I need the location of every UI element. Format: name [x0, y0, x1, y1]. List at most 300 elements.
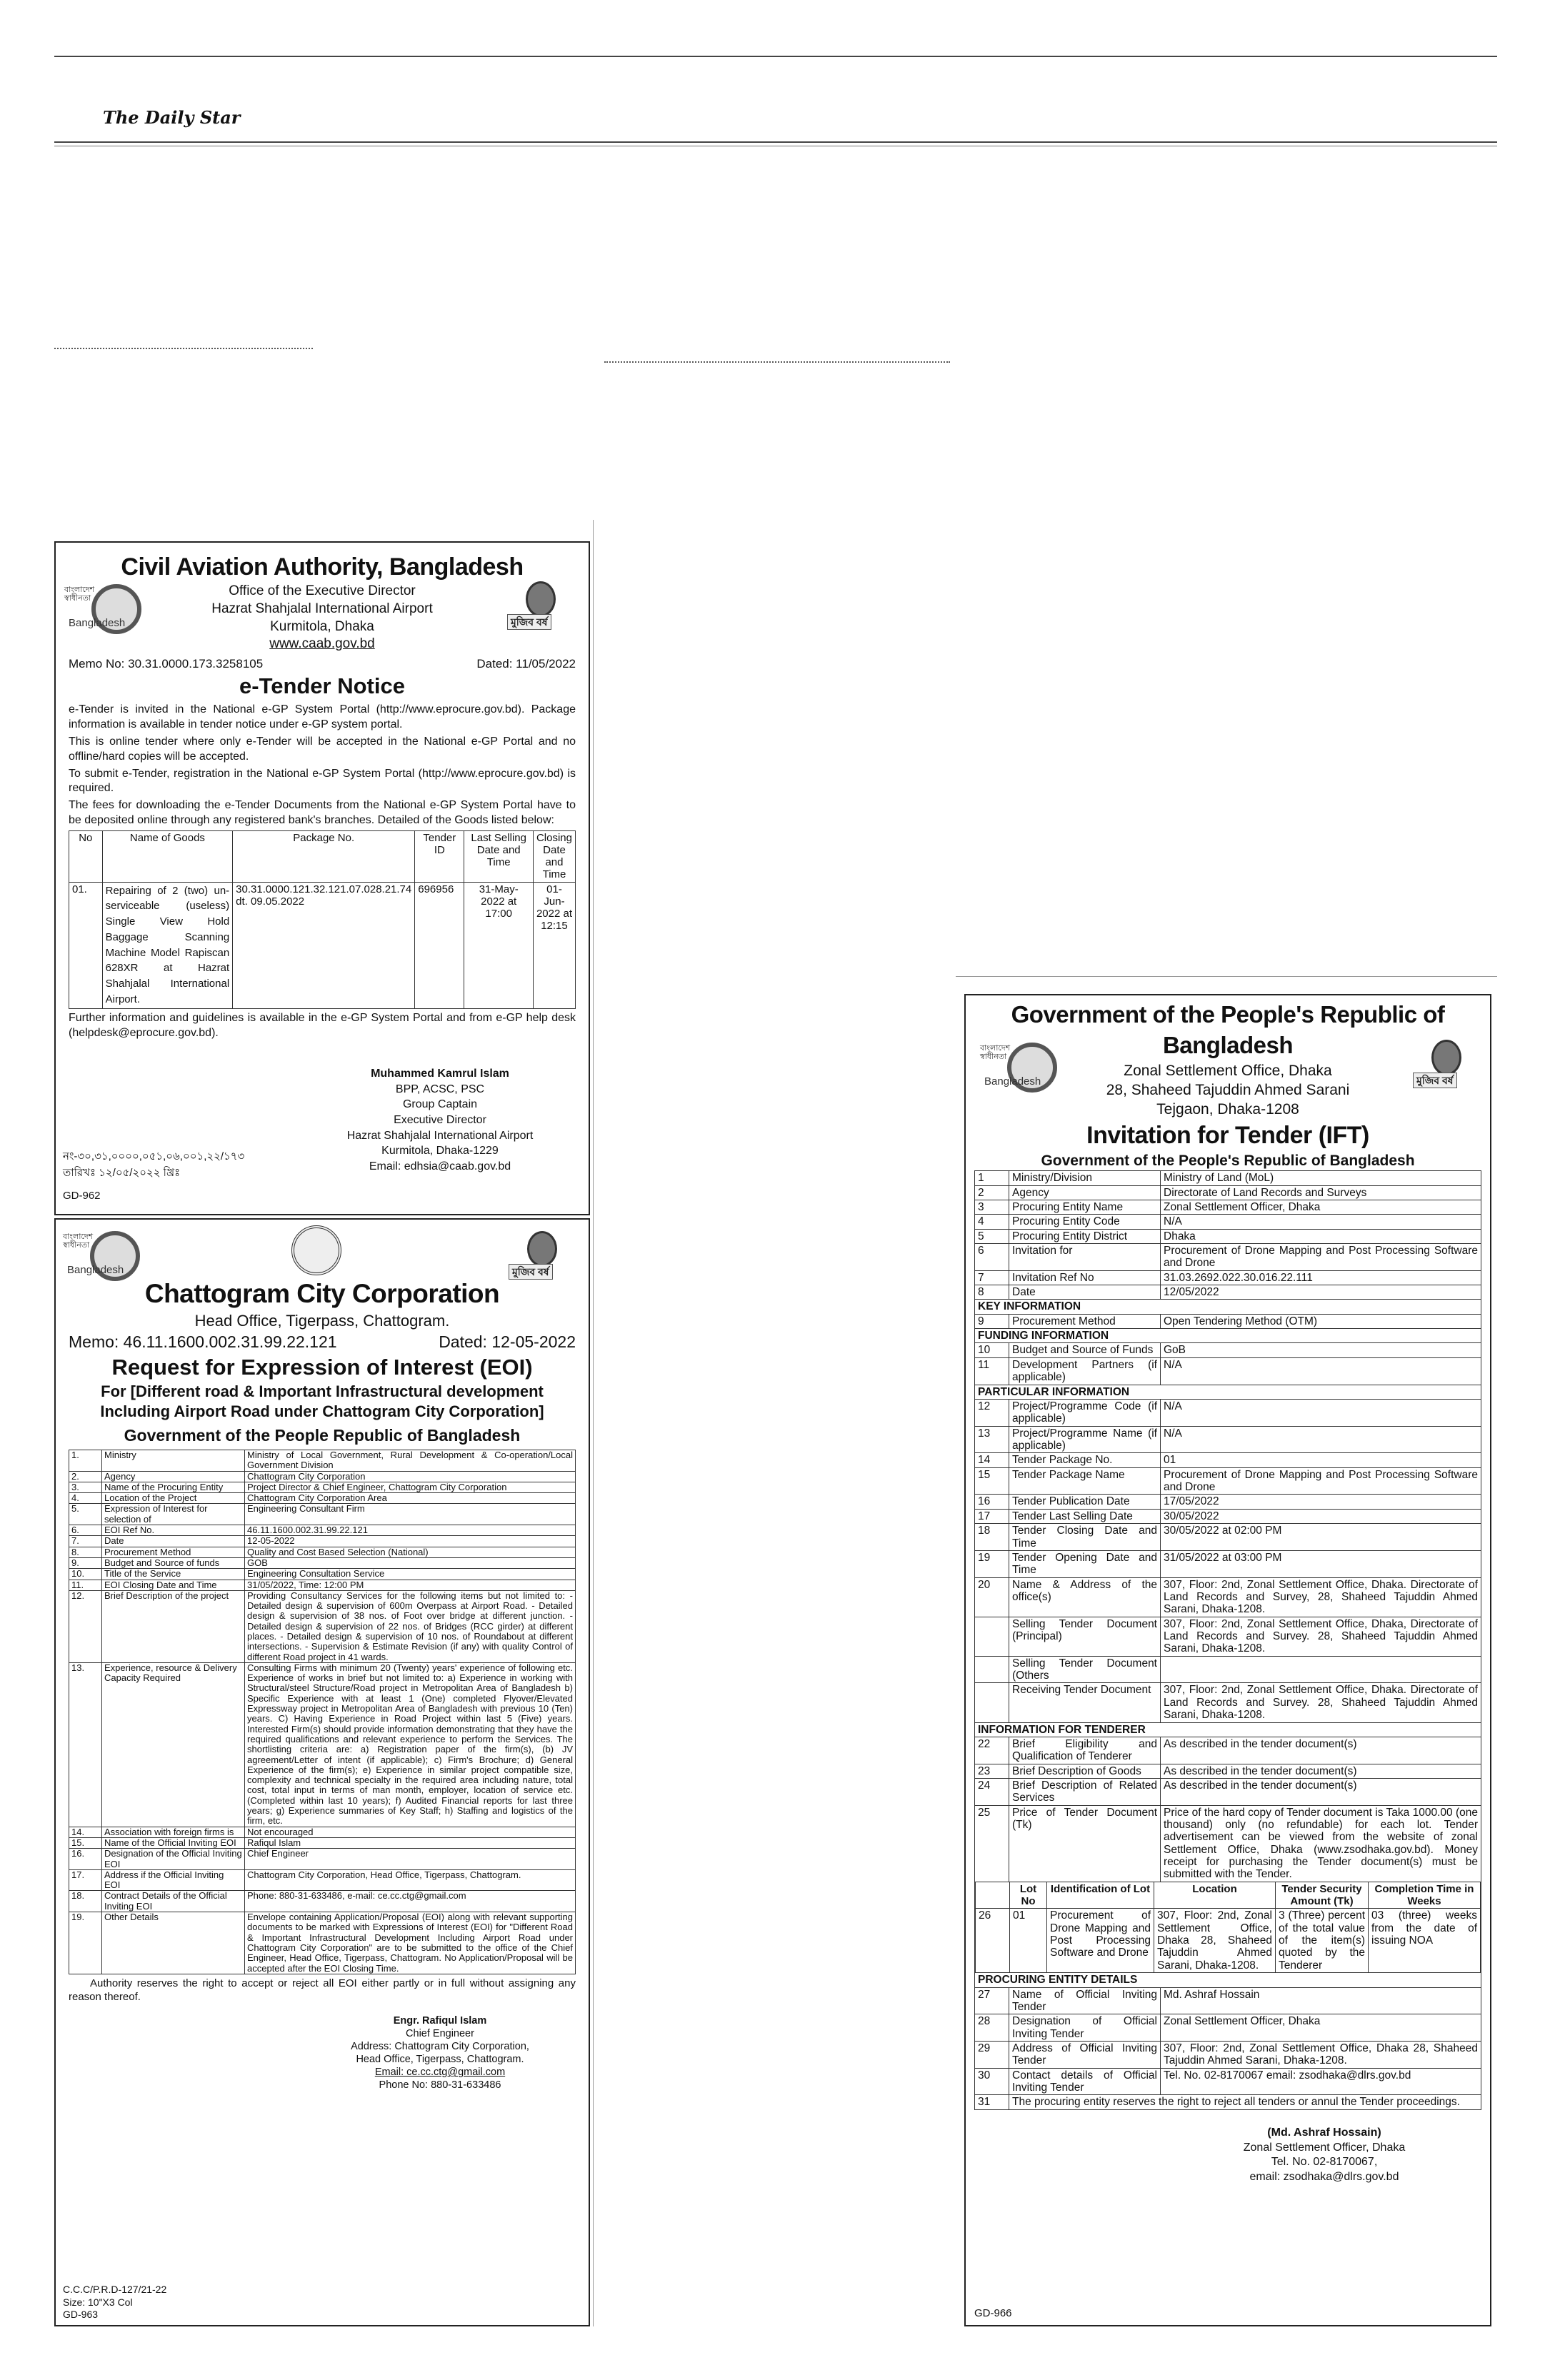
- cell-no: 1.: [69, 1450, 102, 1471]
- cell-last-selling: 31-May-2022 at 17:00: [464, 882, 534, 1008]
- table-row: [69, 1827, 576, 1837]
- cell-label: Tender Publication Date: [1009, 1495, 1161, 1509]
- table-row: [975, 1805, 1481, 1882]
- gov-notice-title: Invitation for Tender (IFT): [1086, 1121, 1369, 1149]
- cell-value: Chattogram City Corporation, Head Office, Tigerpass, Chattogram.: [245, 1869, 576, 1891]
- table-row: [976, 1909, 1481, 1972]
- col-package: Package No.: [233, 830, 415, 882]
- cell-no: 9: [975, 1314, 1009, 1328]
- cell-label: Brief Eligibility and Qualification of Tenderer: [1009, 1737, 1161, 1764]
- caab-place: Kurmitola, Dhaka: [270, 618, 374, 634]
- ccc-gov-line: Government of the People Republic of Bangladesh: [124, 1426, 521, 1445]
- lot-cell: 01: [1010, 1909, 1047, 1972]
- signer-email: email: zsodhaka@dlrs.gov.bd: [1249, 2171, 1399, 2184]
- ccc-title: Chattogram City Corporation: [144, 1279, 500, 1308]
- cell-label: Ministry: [102, 1450, 245, 1471]
- cell-value: As described in the tender document(s): [1161, 1764, 1481, 1778]
- cell-value: 12/05/2022: [1161, 1285, 1481, 1300]
- table-row: [69, 1504, 576, 1525]
- caab-airport: Hazrat Shahjalal International Airport: [211, 601, 433, 616]
- cell-value: [1161, 1656, 1481, 1683]
- cell-no: 18: [975, 1524, 1009, 1551]
- section-particular-information-label: PARTICULAR INFORMATION: [975, 1385, 1481, 1399]
- table-row: [975, 1617, 1481, 1656]
- portrait-caption: মুজিব বর্ষ: [507, 614, 551, 630]
- ccc-signer-name: Engr. Rafiqul Islam: [393, 2014, 487, 2027]
- cell-label: Project/Programme Name (if applicable): [1009, 1426, 1161, 1453]
- table-row: [975, 1215, 1481, 1229]
- cell-no: 17.: [69, 1869, 102, 1891]
- cell-no: 10.: [69, 1569, 102, 1580]
- masthead-logo: The Daily Star: [103, 107, 241, 128]
- ccc-notice-title: Request for Expression of Interest (EOI): [111, 1354, 533, 1380]
- cell-no: 22: [975, 1737, 1009, 1764]
- table-row: [975, 1778, 1481, 1805]
- cell-label: Procurement Method: [1009, 1314, 1161, 1328]
- logo-label: Bangladesh: [67, 1264, 124, 1276]
- cell-value: GOB: [245, 1557, 576, 1568]
- cell-label: Procurement Method: [102, 1547, 245, 1557]
- cell-value: Envelope containing Application/Proposal (EOI) along with relevant supporting documents to be marked with Expressions of Interest (EOI) for "Different Road & Important Infrastructural Development Including Airport Road under Chattogram City Corporation" are to be submitted to the office of the Chief Engineer, Head Office, Tigerpass, Chattogram. No Application/Proposal will be accepted after the EOI Closing Time.: [245, 1912, 576, 1974]
- table-row: [975, 2014, 1481, 2042]
- cell-label: Ministry/Division: [1009, 1171, 1161, 1185]
- cell-no: 5: [975, 1229, 1009, 1243]
- cell-label: Name & Address of the office(s): [1009, 1577, 1161, 1617]
- cell-label: Tender Package Name: [1009, 1467, 1161, 1495]
- table-row: [69, 1569, 576, 1580]
- table-row: [975, 1764, 1481, 1778]
- cell-value: Open Tendering Method (OTM): [1161, 1314, 1481, 1328]
- gov-subtitle: Government of the People's Republic of Bangladesh: [1041, 1152, 1415, 1169]
- table-row: [975, 2068, 1481, 2095]
- table-row: [975, 1185, 1481, 1200]
- gov-signer-name: (Md. Ashraf Hossain): [1267, 2126, 1381, 2139]
- cell-no: 3: [975, 1200, 1009, 1214]
- table-row: [69, 1590, 576, 1662]
- table-row: [69, 1471, 576, 1482]
- table-row: [69, 1891, 576, 1912]
- cell-value: 307, Floor: 2nd, Zonal Settlement Office, Dhaka, Directorate of Land Records and Survey. 28, Shaheed Tajuddin Ahmed Sarani, Dhaka-1208.: [1161, 1617, 1481, 1656]
- table-row: [975, 1357, 1481, 1385]
- lot-cell: 307, Floor: 2nd, Zonal Settlement Office, Dhaka 28, Shaheed Tajuddin Ahmed Sarani, Dhaka-1208.: [1154, 1909, 1276, 1972]
- ccc-eoi-notice: [54, 1218, 590, 2326]
- table-row: [975, 1495, 1481, 1509]
- cell-label: Procuring Entity District: [1009, 1229, 1161, 1243]
- cell-label: Name of Official Inviting Tender: [1009, 1987, 1161, 2014]
- table-row: [69, 1536, 576, 1547]
- logo-text: বাংলাদেশ স্বাধীনতা: [63, 1232, 94, 1250]
- table-row: [975, 1229, 1481, 1243]
- cell-value: 30/05/2022 at 02:00 PM: [1161, 1524, 1481, 1551]
- caab-further-info: Further information and guidelines is available in the e-GP System Portal and from e-GP help desk (helpdesk@eprocure.gov.bd).: [69, 1011, 576, 1039]
- cell-value: Ministry of Local Government, Rural Development & Co-operation/Local Government Division: [245, 1450, 576, 1471]
- table-row: [975, 1509, 1481, 1523]
- caab-bn-date: তারিখঃ ১২/০৫/২০২২ খ্রিঃ: [63, 1167, 181, 1179]
- caab-dated: Dated: 11/05/2022: [476, 656, 576, 671]
- cell-no: 28: [975, 2014, 1009, 2042]
- cell-value: 31.03.2692.022.30.016.22.111: [1161, 1270, 1481, 1285]
- lot-header: Lot No: [1010, 1882, 1047, 1909]
- mujib-portrait-icon: [506, 1228, 574, 1289]
- cell-no: 12: [975, 1399, 1009, 1426]
- cell-value: 30/05/2022: [1161, 1509, 1481, 1523]
- table-row: [975, 1453, 1481, 1467]
- table-row: [975, 1577, 1481, 1617]
- cell-no: 7: [975, 1270, 1009, 1285]
- cell-no: 5.: [69, 1504, 102, 1525]
- table-row: [975, 1550, 1481, 1577]
- cell-value: Zonal Settlement Officer, Dhaka: [1161, 2014, 1481, 2042]
- cell-no: 13: [975, 1426, 1009, 1453]
- signer-line: Chief Engineer: [406, 2027, 474, 2039]
- caab-tender-notice: [54, 541, 590, 1215]
- cell-no: 13.: [69, 1662, 102, 1827]
- cell-value: 307, Floor: 2nd, Zonal Settlement Office, Dhaka 28, Shaheed Tajuddin Ahmed Sarani, Dhaka-1208.: [1161, 2041, 1481, 2068]
- table-row: [975, 1399, 1481, 1426]
- cell-label: Brief Description of Related Services: [1009, 1778, 1161, 1805]
- cell-no: [975, 1683, 1009, 1722]
- cell-label: Brief Description of Goods: [1009, 1764, 1161, 1778]
- cell-package: 30.31.0000.121.32.121.07.028.21.74 dt. 09.05.2022: [233, 882, 415, 1008]
- caab-office: Office of the Executive Director: [229, 583, 416, 599]
- table-row: [975, 1200, 1481, 1214]
- cell-value: Providing Consultancy Services for the following items but not limited to: - Detailed design & supervision of 600m Overpass at Airport Road. - Detailed design & supervision of 38 nos. of Foot over bridge at different junction. -Detailed design & supervision of 22 nos. of Bridges (RCC girder) at different places. - Detailed design & supervision of 10 nos. of Roundabout at different intersections. - Supervision & Estimate Revision (if any) with quality Control of different Road project in 41 wards.: [245, 1590, 576, 1662]
- table-row: [975, 1426, 1481, 1453]
- ccc-memo: Memo: 46.11.1600.002.31.99.22.121: [69, 1332, 337, 1351]
- cell-no: 8.: [69, 1547, 102, 1557]
- cell-value: 01: [1161, 1453, 1481, 1467]
- cell-label: Location of the Project: [102, 1493, 245, 1504]
- ccc-eoi-table: [69, 1450, 576, 1974]
- col-tender-id: Tender ID: [415, 830, 464, 882]
- cell-value: Price of the hard copy of Tender document is Taka 1000.00 (one thousand) only (no refundable) for each lot. Tender advertisement can be viewed from the website of zonal Settlement Office, Dhaka (www.zsodhaka.gov.bd). Money receipt for purchasing the Tender document(s) must be submitted with the Tender.: [1161, 1805, 1481, 1882]
- cell-blank: [976, 1882, 1010, 1909]
- table-row: [69, 1869, 576, 1891]
- cell-value: 307, Floor: 2nd, Zonal Settlement Office, Dhaka. Directorate of Land Records and Survey. 28, Shaheed Tajuddin Ahmed Sarani, Dhaka-1208.: [1161, 1683, 1481, 1722]
- table-row: [975, 1467, 1481, 1495]
- signer-line: Executive Director: [394, 1114, 486, 1127]
- cell-no: 27: [975, 1987, 1009, 2014]
- cell-value: 307, Floor: 2nd, Zonal Settlement Office, Dhaka. Directorate of Land Records and Survey, 28, Shaheed Tajuddin Ahmed Sarani, Dhaka-1208.: [1161, 1577, 1481, 1617]
- caab-goods-table: [69, 830, 576, 1009]
- cell-label: Name of the Official Inviting EOI: [102, 1837, 245, 1848]
- cell-no: 10: [975, 1343, 1009, 1357]
- lot-cell: 26: [976, 1909, 1010, 1972]
- bangladesh-50-logo: [64, 577, 150, 645]
- signer-line: Head Office, Tigerpass, Chattogram.: [356, 2054, 524, 2066]
- right-ad-rule: [956, 976, 1497, 977]
- caab-memo: Memo No: 30.31.0000.173.3258105: [69, 656, 264, 671]
- cell-no: 14: [975, 1453, 1009, 1467]
- table-row: [69, 1580, 576, 1590]
- gov-ift-table: [974, 1170, 1481, 2110]
- gov-ift-notice: [964, 994, 1491, 2326]
- ccc-size: Size: 10"X3 Col: [63, 2296, 133, 2308]
- lot-header: Tender Security Amount (Tk): [1276, 1882, 1369, 1909]
- section-key-information: [975, 1300, 1481, 1314]
- section-funding-information: [975, 1329, 1481, 1343]
- cell-no: 2.: [69, 1471, 102, 1482]
- cell-no: 8: [975, 1285, 1009, 1300]
- cell-label: Expression of Interest for selection of: [102, 1504, 245, 1525]
- signer-line: Zonal Settlement Officer, Dhaka: [1243, 2141, 1406, 2154]
- cell-value: Rafiqul Islam: [245, 1837, 576, 1848]
- cell-value: Procurement of Drone Mapping and Post Processing Software and Drone: [1161, 1243, 1481, 1270]
- gov-title: Government of the People's Republic of Bangladesh: [1011, 1001, 1445, 1058]
- ccc-office: Head Office, Tigerpass, Chattogram.: [194, 1312, 450, 1330]
- cell-label: Invitation for: [1009, 1243, 1161, 1270]
- gov-address-1: 28, Shaheed Tajuddin Ahmed Sarani: [1106, 1082, 1350, 1099]
- cell-value: N/A: [1161, 1399, 1481, 1426]
- cell-no: 6.: [69, 1525, 102, 1536]
- table-row: [975, 2041, 1481, 2068]
- section-particular-information: [975, 1385, 1481, 1399]
- cell-value: Procurement of Drone Mapping and Post Processing Software and Drone: [1161, 1467, 1481, 1495]
- cell-label: Brief Description of the project: [102, 1590, 245, 1662]
- signer-line: Hazrat Shahjalal International Airport: [346, 1129, 534, 1142]
- signer-line: BPP, ACSC, PSC: [395, 1083, 485, 1095]
- caab-gd-code: GD-962: [63, 1190, 101, 1202]
- cell-label: Budget and Source of Funds: [1009, 1343, 1161, 1357]
- cell-label: Name of the Procuring Entity: [102, 1482, 245, 1492]
- logo-text: বাংলাদেশ স্বাধীনতা: [980, 1044, 1011, 1062]
- cell-no: 6: [975, 1243, 1009, 1270]
- cell-value: The procuring entity reserves the right to reject all tenders or annul the Tender proceedings.: [1009, 2095, 1481, 2109]
- ccc-gd-code: GD-963: [63, 2309, 99, 2320]
- cell-no: 11.: [69, 1580, 102, 1590]
- table-row: [69, 882, 576, 1008]
- table-row: [975, 1243, 1481, 1270]
- cell-label: Development Partners (if applicable): [1009, 1357, 1161, 1385]
- cell-value: 31/05/2022 at 03:00 PM: [1161, 1550, 1481, 1577]
- cell-label: Tender Closing Date and Time: [1009, 1524, 1161, 1551]
- cell-label: Association with foreign firms is: [102, 1827, 245, 1837]
- cell-value: Quality and Cost Based Selection (National): [245, 1547, 576, 1557]
- cell-value: Chattogram City Corporation: [245, 1471, 576, 1482]
- cell-no: 20: [975, 1577, 1009, 1617]
- cell-no: 3.: [69, 1482, 102, 1492]
- lot-header: Identification of Lot: [1047, 1882, 1154, 1909]
- ccc-pr-code: C.C.C/P.R.D-127/21-22: [63, 2284, 167, 2295]
- cell-label: EOI Ref No.: [102, 1525, 245, 1536]
- cell-no: 01.: [69, 882, 103, 1008]
- cell-no: 23: [975, 1764, 1009, 1778]
- cell-value: Engineering Consultant Firm: [245, 1504, 576, 1525]
- cell-value: Chief Engineer: [245, 1849, 576, 1870]
- cell-value: 17/05/2022: [1161, 1495, 1481, 1509]
- cell-label: Date: [1009, 1285, 1161, 1300]
- caab-title: Civil Aviation Authority, Bangladesh: [121, 553, 524, 581]
- cell-no: 7.: [69, 1536, 102, 1547]
- table-row: [975, 2095, 1481, 2109]
- cell-value: Tel. No. 02-8170067 email: zsodhaka@dlrs.gov.bd: [1161, 2068, 1481, 2095]
- cell-value: Consulting Firms with minimum 20 (Twenty) years' experience of following etc. Experience of works in brief but not limited to: a) Experience in working with Structural/steel Structure/Road project in Metropolitan Area of Bangladesh b) Specific Experience with at least 1 (One) completed Flyover/Elevated Expressway project in Metropolitan Area of Bangladesh with previous 10 (Ten) years. C) Having Experience in Road Project within last 5 (Five) years. Interested Firm(s) should provide information demonstrating that they have the required qualifications and relevant experience to perform the Services. The shortlisting criteria are: a) Registration paper of the firm(s), (b) JV agreement/Letter of intent (if applicable); c) Firm's Brochure; d) General Experience of the firm(s); e) Experience in similar project compatible size, complexity and technical specialty in the required area including nature, total cost, total input in terms of man month, employer, location of service etc. (Completed within last 10 years); f) Audited Financial reports for last three years; g) Experience summaries of Key Staff; h) Staffing and logistics of the firm, etc.: [245, 1662, 576, 1827]
- signer-phone: Tel. No. 02-8170067,: [1271, 2156, 1378, 2169]
- table-row: [975, 1656, 1481, 1683]
- cell-value: GoB: [1161, 1343, 1481, 1357]
- caab-para-4: The fees for downloading the e-Tender Documents from the National e-GP System Portal have to be deposited online through any registered bank's branches. Detailed of the Goods listed below:: [69, 799, 576, 826]
- header-rule: [54, 141, 1497, 143]
- cell-value: As described in the tender document(s): [1161, 1778, 1481, 1805]
- caab-para-2: This is online tender where only e-Tender will be accepted in the National e-GP Portal and no offline/hard copies will be accepted.: [69, 735, 576, 763]
- mujib-portrait-icon: [504, 578, 572, 639]
- section-procuring-entity-details-label: PROCURING ENTITY DETAILS: [975, 1973, 1481, 1987]
- cell-label: Experience, resource & Delivery Capacity Required: [102, 1662, 245, 1827]
- top-rule: [54, 56, 1497, 57]
- dotted-divider-middle: [604, 361, 950, 363]
- cell-value: N/A: [1161, 1426, 1481, 1453]
- cell-no: 2: [975, 1185, 1009, 1200]
- portrait-caption: মুজিব বর্ষ: [509, 1264, 553, 1280]
- cell-no: 4.: [69, 1493, 102, 1504]
- table-row: [975, 1270, 1481, 1285]
- bangladesh-50-logo: [63, 1224, 149, 1292]
- table-row: [975, 1171, 1481, 1185]
- cell-value: Zonal Settlement Officer, Dhaka: [1161, 1200, 1481, 1214]
- column-rule: [593, 520, 594, 2326]
- lot-table: [975, 1882, 1481, 1972]
- cell-no: [975, 1617, 1009, 1656]
- cell-value: Md. Ashraf Hossain: [1161, 1987, 1481, 2014]
- col-closing: Closing Date and Time: [533, 830, 575, 882]
- cell-label: Contract Details of the Official Inviting EOI: [102, 1891, 245, 1912]
- cell-value: Engineering Consultation Service: [245, 1569, 576, 1580]
- cell-no: 9.: [69, 1557, 102, 1568]
- cell-label: Designation of Official Inviting Tender: [1009, 2014, 1161, 2042]
- table-row: [69, 1547, 576, 1557]
- table-row: [975, 1524, 1481, 1551]
- section-information-for-tenderer-label: INFORMATION FOR TENDERER: [975, 1722, 1481, 1737]
- portrait-caption: মুজিব বর্ষ: [1413, 1073, 1457, 1088]
- dotted-divider-left: [54, 348, 313, 349]
- table-row: [975, 1343, 1481, 1357]
- cell-no: 1: [975, 1171, 1009, 1185]
- cell-label: Receiving Tender Document: [1009, 1683, 1161, 1722]
- cell-no: 15: [975, 1467, 1009, 1495]
- cell-goods: Repairing of 2 (two) un-serviceable (useless) Single View Hold Baggage Scanning Machine Model Rapiscan 628XR at Hazrat Shahjalal International Airport.: [102, 882, 233, 1008]
- cell-label: Agency: [102, 1471, 245, 1482]
- cell-label: Procuring Entity Name: [1009, 1200, 1161, 1214]
- cell-label: Title of the Service: [102, 1569, 245, 1580]
- table-row: [975, 1987, 1481, 2014]
- cell-value: Not encouraged: [245, 1827, 576, 1837]
- cell-label: Tender Opening Date and Time: [1009, 1550, 1161, 1577]
- cell-no: 19.: [69, 1912, 102, 1974]
- cell-tender-id: 696956: [415, 882, 464, 1008]
- cell-label: Date: [102, 1536, 245, 1547]
- lot-table-row: [975, 1882, 1481, 1972]
- cell-no: 19: [975, 1550, 1009, 1577]
- cell-label: Procuring Entity Code: [1009, 1215, 1161, 1229]
- table-row: [975, 1314, 1481, 1328]
- cell-no: [975, 1656, 1009, 1683]
- cell-no: 18.: [69, 1891, 102, 1912]
- cell-value: 46.11.1600.002.31.99.22.121: [245, 1525, 576, 1536]
- cell-label: Address if the Official Inviting EOI: [102, 1869, 245, 1891]
- table-row: [69, 1662, 576, 1827]
- cell-value: Ministry of Land (MoL): [1161, 1171, 1481, 1185]
- section-procuring-entity-details: [975, 1973, 1481, 1987]
- signer-line: Group Captain: [402, 1098, 478, 1111]
- table-row: [975, 1737, 1481, 1764]
- signer-email[interactable]: Email: ce.cc.ctg@gmail.com: [374, 2067, 506, 2079]
- cell-label: Budget and Source of funds: [102, 1557, 245, 1568]
- caab-web-link[interactable]: www.caab.gov.bd: [269, 636, 375, 652]
- cell-no: 12.: [69, 1590, 102, 1662]
- signer-line: Address: Chattogram City Corporation,: [351, 2041, 529, 2053]
- cell-no: 16: [975, 1495, 1009, 1509]
- cell-closing: 01-Jun-2022 at 12:15: [533, 882, 575, 1008]
- logo-label: Bangladesh: [69, 617, 126, 629]
- table-row: [975, 1683, 1481, 1722]
- cell-label: Project/Programme Code (if applicable): [1009, 1399, 1161, 1426]
- table-row: [69, 1450, 576, 1471]
- ccc-dated: Dated: 12-05-2022: [439, 1332, 576, 1351]
- lot-cell: 03 (three) weeks from the date of issuing NOA: [1369, 1909, 1481, 1972]
- caab-para-3: To submit e-Tender, registration in the National e-GP System Portal (http://www.eprocure.gov.bd) is required.: [69, 767, 576, 795]
- caab-signer-name: Muhammed Kamrul Islam: [371, 1068, 509, 1080]
- cell-value: 31/05/2022, Time: 12:00 PM: [245, 1580, 576, 1590]
- cell-value: Phone: 880-31-633486, e-mail: ce.cc.ctg@gmail.com: [245, 1891, 576, 1912]
- cell-no: 25: [975, 1805, 1009, 1882]
- cell-value: Chattogram City Corporation Area: [245, 1493, 576, 1504]
- cell-label: Agency: [1009, 1185, 1161, 1200]
- cell-label: Invitation Ref No: [1009, 1270, 1161, 1285]
- ccc-authority-note: Authority reserves the right to accept or reject all EOI either partly or in full without assigning any reason thereof.: [69, 1977, 576, 2004]
- cell-value: As described in the tender document(s): [1161, 1737, 1481, 1764]
- cell-value: Directorate of Land Records and Surveys: [1161, 1185, 1481, 1200]
- gov-gd-code: GD-966: [974, 2307, 1012, 2319]
- cell-no: 16.: [69, 1849, 102, 1870]
- cell-label: Address of Official Inviting Tender: [1009, 2041, 1161, 2068]
- logo-text: বাংলাদেশ স্বাধীনতা: [64, 586, 95, 603]
- cell-no: 24: [975, 1778, 1009, 1805]
- cell-no: 31: [975, 2095, 1009, 2109]
- signer-phone: Phone No: 880-31-633486: [379, 2079, 501, 2092]
- cell-label: Designation of the Official Inviting EOI: [102, 1849, 245, 1870]
- caab-bn-memo: নং-৩০,৩১,০০০০,০৫১,০৬,০০১,২২/১৭৩: [63, 1150, 245, 1163]
- lot-table-cell: [975, 1882, 1481, 1972]
- bangladesh-50-logo: [980, 1035, 1066, 1103]
- cell-no: 17: [975, 1509, 1009, 1523]
- table-row: [69, 1525, 576, 1536]
- section-key-information-label: KEY INFORMATION: [975, 1300, 1481, 1314]
- cell-label: Tender Last Selling Date: [1009, 1509, 1161, 1523]
- cell-no: 14.: [69, 1827, 102, 1837]
- section-funding-information-label: FUNDING INFORMATION: [975, 1329, 1481, 1343]
- cell-label: Other Details: [102, 1912, 245, 1974]
- cell-no: 11: [975, 1357, 1009, 1385]
- cell-label: Price of Tender Document (Tk): [1009, 1805, 1161, 1882]
- cell-value: N/A: [1161, 1215, 1481, 1229]
- cell-label: Selling Tender Document (Others: [1009, 1656, 1161, 1683]
- signer-line: Kurmitola, Dhaka-1229: [381, 1145, 499, 1158]
- cell-value: N/A: [1161, 1357, 1481, 1385]
- gov-office: Zonal Settlement Office, Dhaka: [1124, 1062, 1332, 1079]
- gov-address-2: Tejgaon, Dhaka-1208: [1156, 1101, 1299, 1118]
- cell-label: EOI Closing Date and Time: [102, 1580, 245, 1590]
- table-row: [69, 1482, 576, 1492]
- col-no: No: [69, 830, 103, 882]
- lot-header: Location: [1154, 1882, 1276, 1909]
- cell-no: 29: [975, 2041, 1009, 2068]
- col-last-selling: Last Selling Date and Time: [464, 830, 534, 882]
- cell-no: 15.: [69, 1837, 102, 1848]
- table-row: [69, 1557, 576, 1568]
- cell-value: Project Director & Chief Engineer, Chattogram City Corporation: [245, 1482, 576, 1492]
- table-row: [69, 1912, 576, 1974]
- cell-label: Contact details of Official Inviting Tender: [1009, 2068, 1161, 2095]
